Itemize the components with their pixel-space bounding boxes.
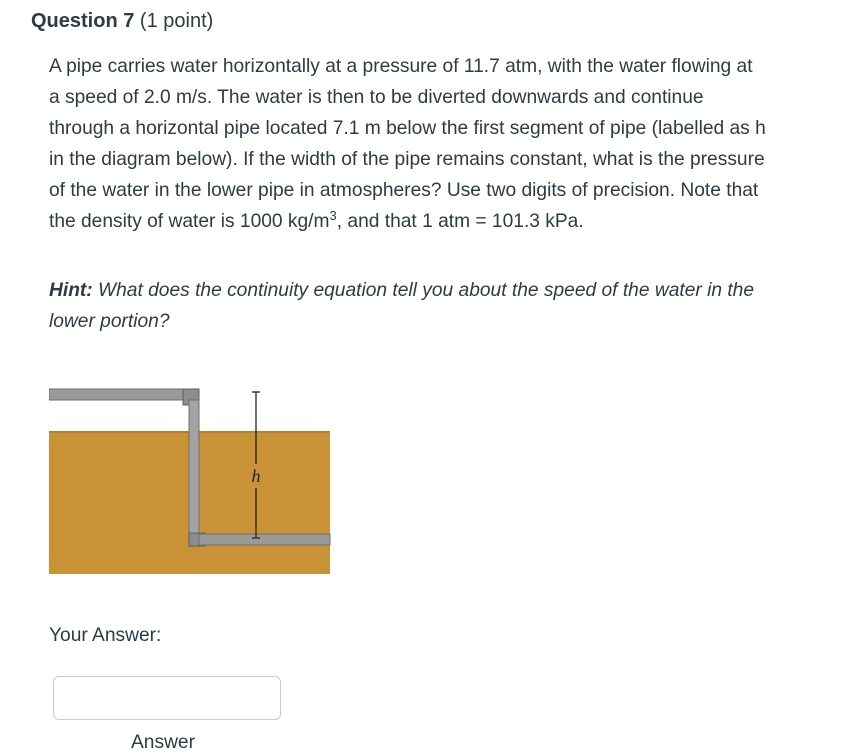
vertical-pipe bbox=[189, 400, 199, 540]
question-text-line: of the water in the lower pipe in atmospheres? Use two digits of precision. Note that bbox=[49, 180, 759, 201]
hint-line bbox=[49, 275, 865, 306]
height-label: h bbox=[251, 466, 261, 486]
density-text: the density of water is 1000 kg/m bbox=[49, 211, 330, 232]
cubed-superscript: 3 bbox=[329, 208, 337, 223]
hint-text bbox=[49, 275, 865, 337]
upper-pipe bbox=[49, 389, 199, 400]
hint-line-1: What does the continuity equation tell you about the speed of the water in the bbox=[92, 280, 755, 301]
question-text-line-last bbox=[49, 206, 865, 237]
question-title: Question 7 bbox=[31, 10, 135, 32]
hint-label: Hint: bbox=[49, 280, 93, 301]
question-points: (1 point) bbox=[139, 10, 214, 32]
lower-pipe bbox=[199, 534, 330, 545]
question-header bbox=[31, 10, 213, 33]
conversion-text: , and that 1 atm = 101.3 kPa. bbox=[336, 211, 584, 232]
question-text-line: through a horizontal pipe located 7.1 m below the first segment of pipe (labelled as h bbox=[49, 118, 766, 139]
answer-caption: Answer bbox=[131, 732, 195, 753]
your-answer-label: Your Answer: bbox=[49, 625, 162, 646]
question-text-line: in the diagram below). If the width of the pipe remains constant, what is the pressure bbox=[49, 149, 765, 170]
answer-input[interactable] bbox=[53, 676, 281, 720]
question-text-line: A pipe carries water horizontally at a pressure of 11.7 atm, with the water flowing at bbox=[49, 56, 753, 77]
question-text-line: a speed of 2.0 m/s. The water is then to be diverted downwards and continue bbox=[49, 87, 704, 108]
pipe-diagram bbox=[49, 386, 331, 576]
question-body bbox=[49, 51, 865, 237]
hint-line-2: lower portion? bbox=[49, 311, 170, 332]
